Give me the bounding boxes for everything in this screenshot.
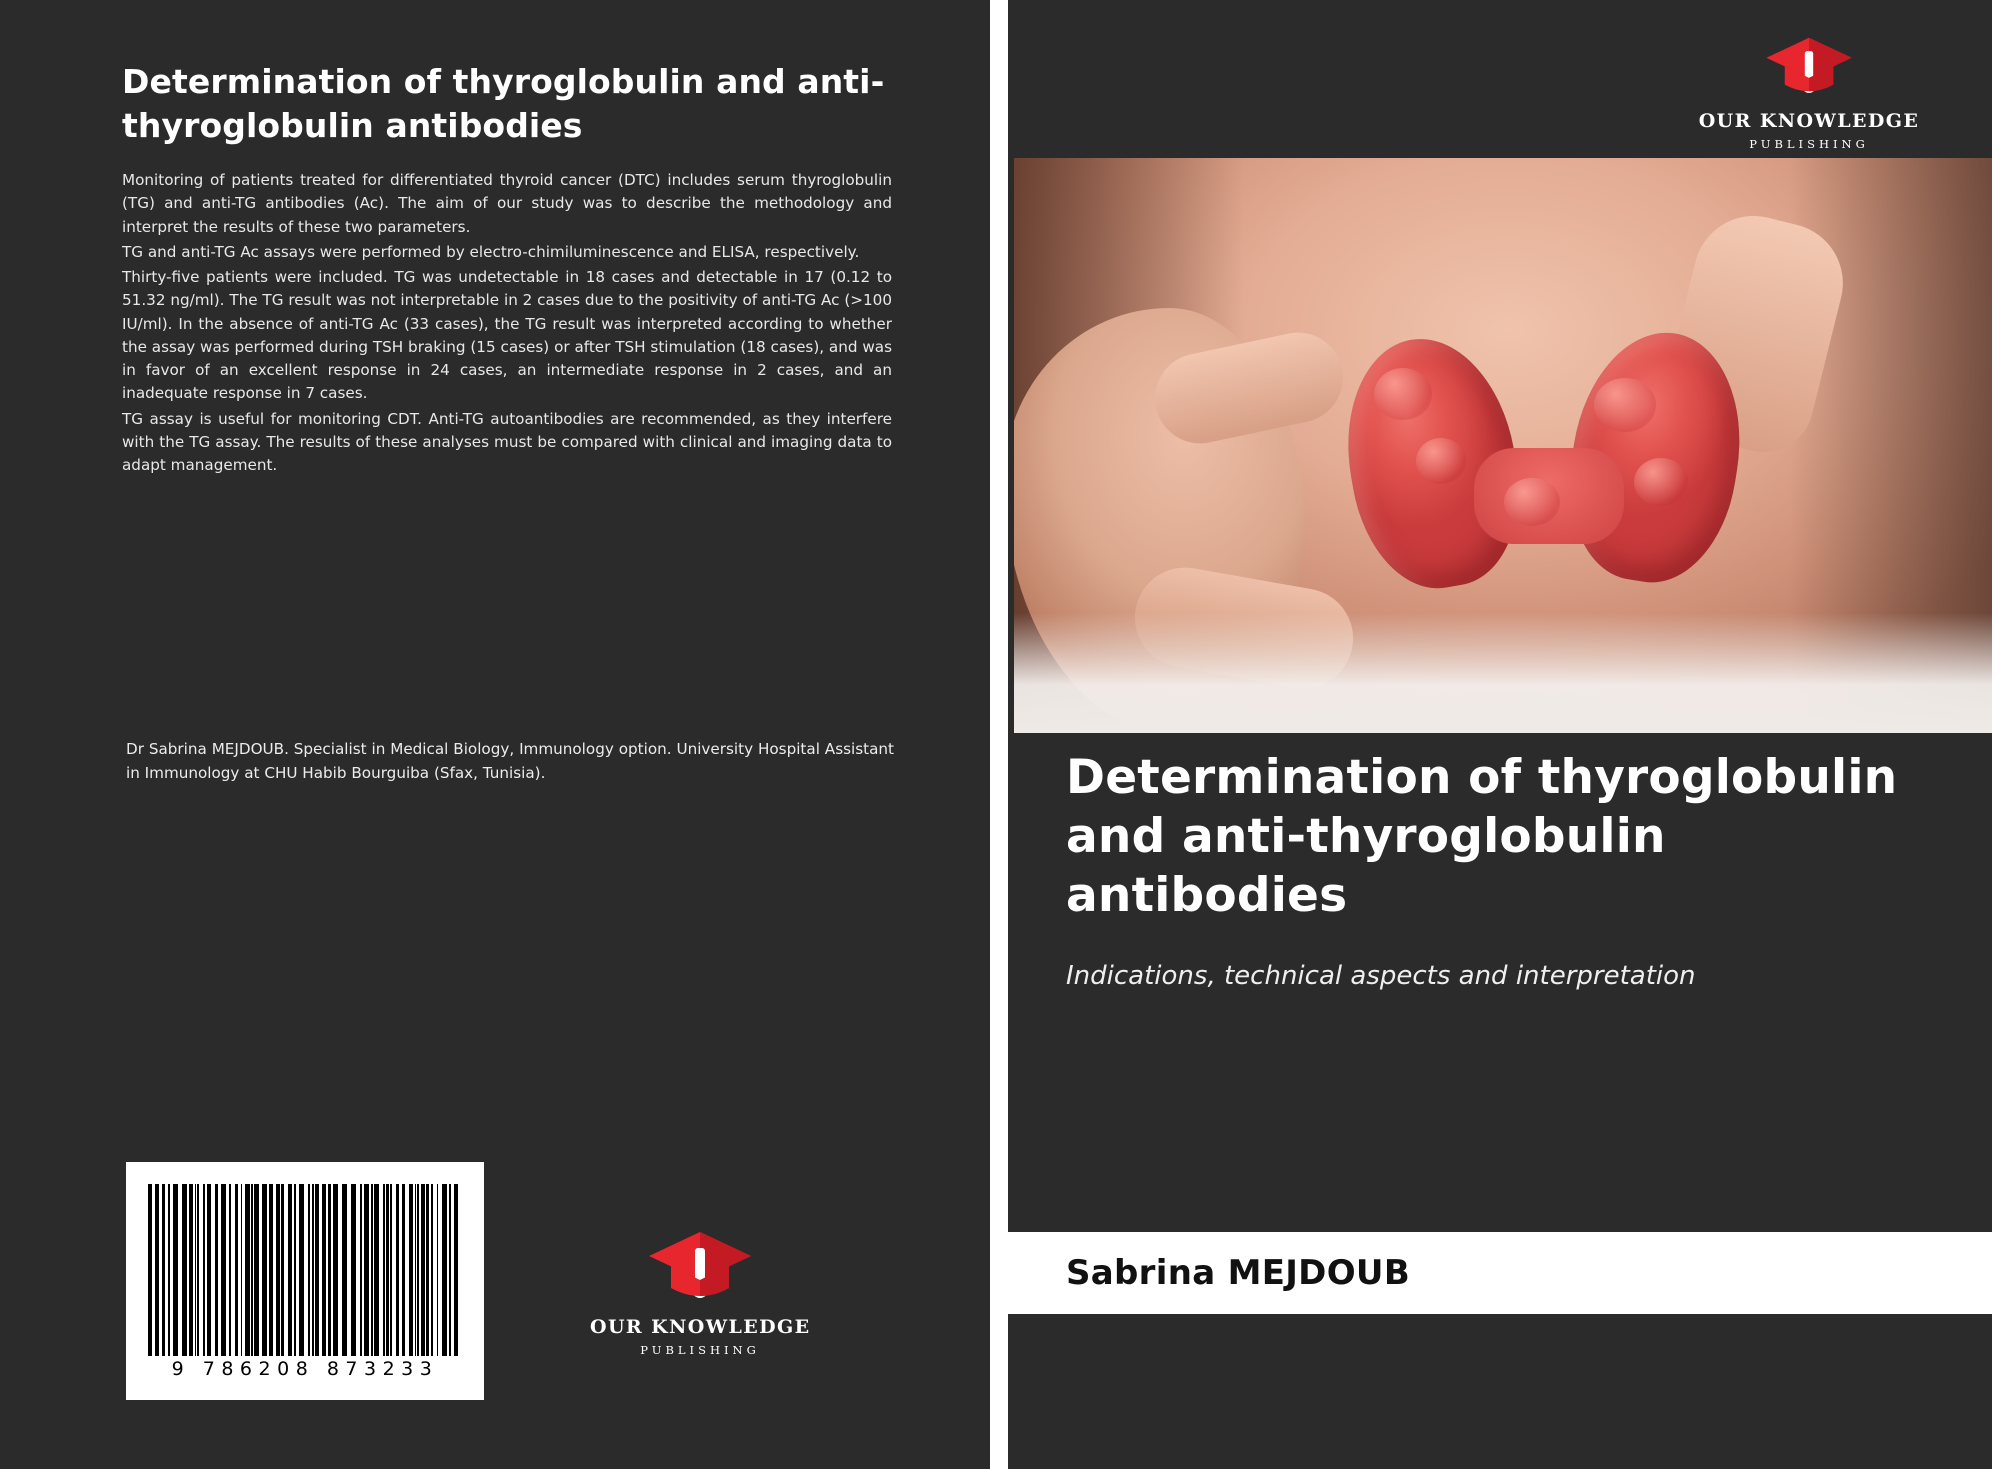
publisher-subtitle-front: PUBLISHING	[1749, 137, 1869, 151]
front-cover-title-block	[1008, 748, 2000, 993]
author-biography-block	[126, 738, 894, 785]
graduation-cap-icon	[645, 1228, 755, 1306]
publisher-logo-front	[1680, 34, 1938, 151]
barcode-number: 9 786208 873233	[171, 1358, 439, 1380]
front-cover-title: Determination of thyroglobulin and anti-thyroglobulin antibodies	[1066, 750, 1898, 924]
publisher-name-front: OUR KNOWLEDGE	[1698, 110, 1920, 132]
front-cover-panel	[1008, 0, 2000, 1469]
photo-clothing	[1014, 613, 2000, 733]
thyroid-texture-bump	[1374, 368, 1432, 420]
thyroid-texture-bump	[1504, 478, 1560, 526]
back-cover-panel	[0, 0, 990, 1469]
front-cover-author-bar	[1008, 1232, 2000, 1314]
publisher-name-back: OUR KNOWLEDGE	[590, 1316, 811, 1338]
publisher-logo-back	[590, 1228, 810, 1357]
cover-photograph	[1014, 158, 2000, 733]
thyroid-model	[1344, 328, 1744, 618]
graduation-cap-icon	[1763, 34, 1855, 100]
barcode-bars	[148, 1184, 462, 1356]
thyroid-texture-bump	[1594, 378, 1656, 432]
thyroid-texture-bump	[1634, 458, 1688, 506]
thyroid-texture-bump	[1416, 438, 1466, 484]
back-cover-paragraph-1: Monitoring of patients treated for differentiated thyroid cancer (DTC) includes serum thyroglobulin (TG) and anti-TG antibodies (Ac). The aim of our study was to describe the methodology and interpret the results of these two parameters.	[122, 171, 892, 236]
front-cover-footer-band	[1008, 1314, 2000, 1469]
book-spine	[990, 0, 1008, 1469]
back-cover-paragraph-3: Thirty-five patients were included. TG was undetectable in 18 cases and detectable in 17 (0.12 to 51.32 ng/ml). The TG result was not interpretable in 2 cases due to the positivity of anti-TG Ac (>100 IU/ml). In the absence of anti-TG Ac (33 cases), the TG result was interpreted according to whether the assay was performed during TSH braking (15 cases) or after TSH stimulation (18 cases), and was in favor of an excellent response in 24 cases, an intermediate response in 2 cases, and an inadequate response in 7 cases.	[122, 268, 892, 403]
cover-right-edge	[1992, 0, 2000, 1469]
back-cover-title: Determination of thyroglobulin and anti-thyroglobulin antibodies	[122, 62, 885, 145]
author-biography-text: Dr Sabrina MEJDOUB. Specialist in Medical Biology, Immunology option. University Hospital Assistant in Immunology at CHU Habib Bourguiba (Sfax, Tunisia).	[126, 740, 894, 782]
front-cover-subtitle: Indications, technical aspects and interpretation	[1066, 960, 1696, 991]
publisher-subtitle-back: PUBLISHING	[640, 1343, 760, 1357]
back-cover-paragraph-4: TG assay is useful for monitoring CDT. Anti-TG autoantibodies are recommended, as they interfere with the TG assay. The results of these analyses must be compared with clinical and imaging data to adapt management.	[122, 409, 892, 475]
isbn-barcode	[126, 1162, 484, 1400]
back-cover-text-block	[122, 60, 892, 479]
back-cover-paragraph-2: TG and anti-TG Ac assays were performed by electro-chimiluminescence and ELISA, respectively.	[122, 242, 860, 261]
front-cover-header-band	[1008, 0, 2000, 158]
front-cover-author-name: Sabrina MEJDOUB	[1066, 1253, 1411, 1293]
